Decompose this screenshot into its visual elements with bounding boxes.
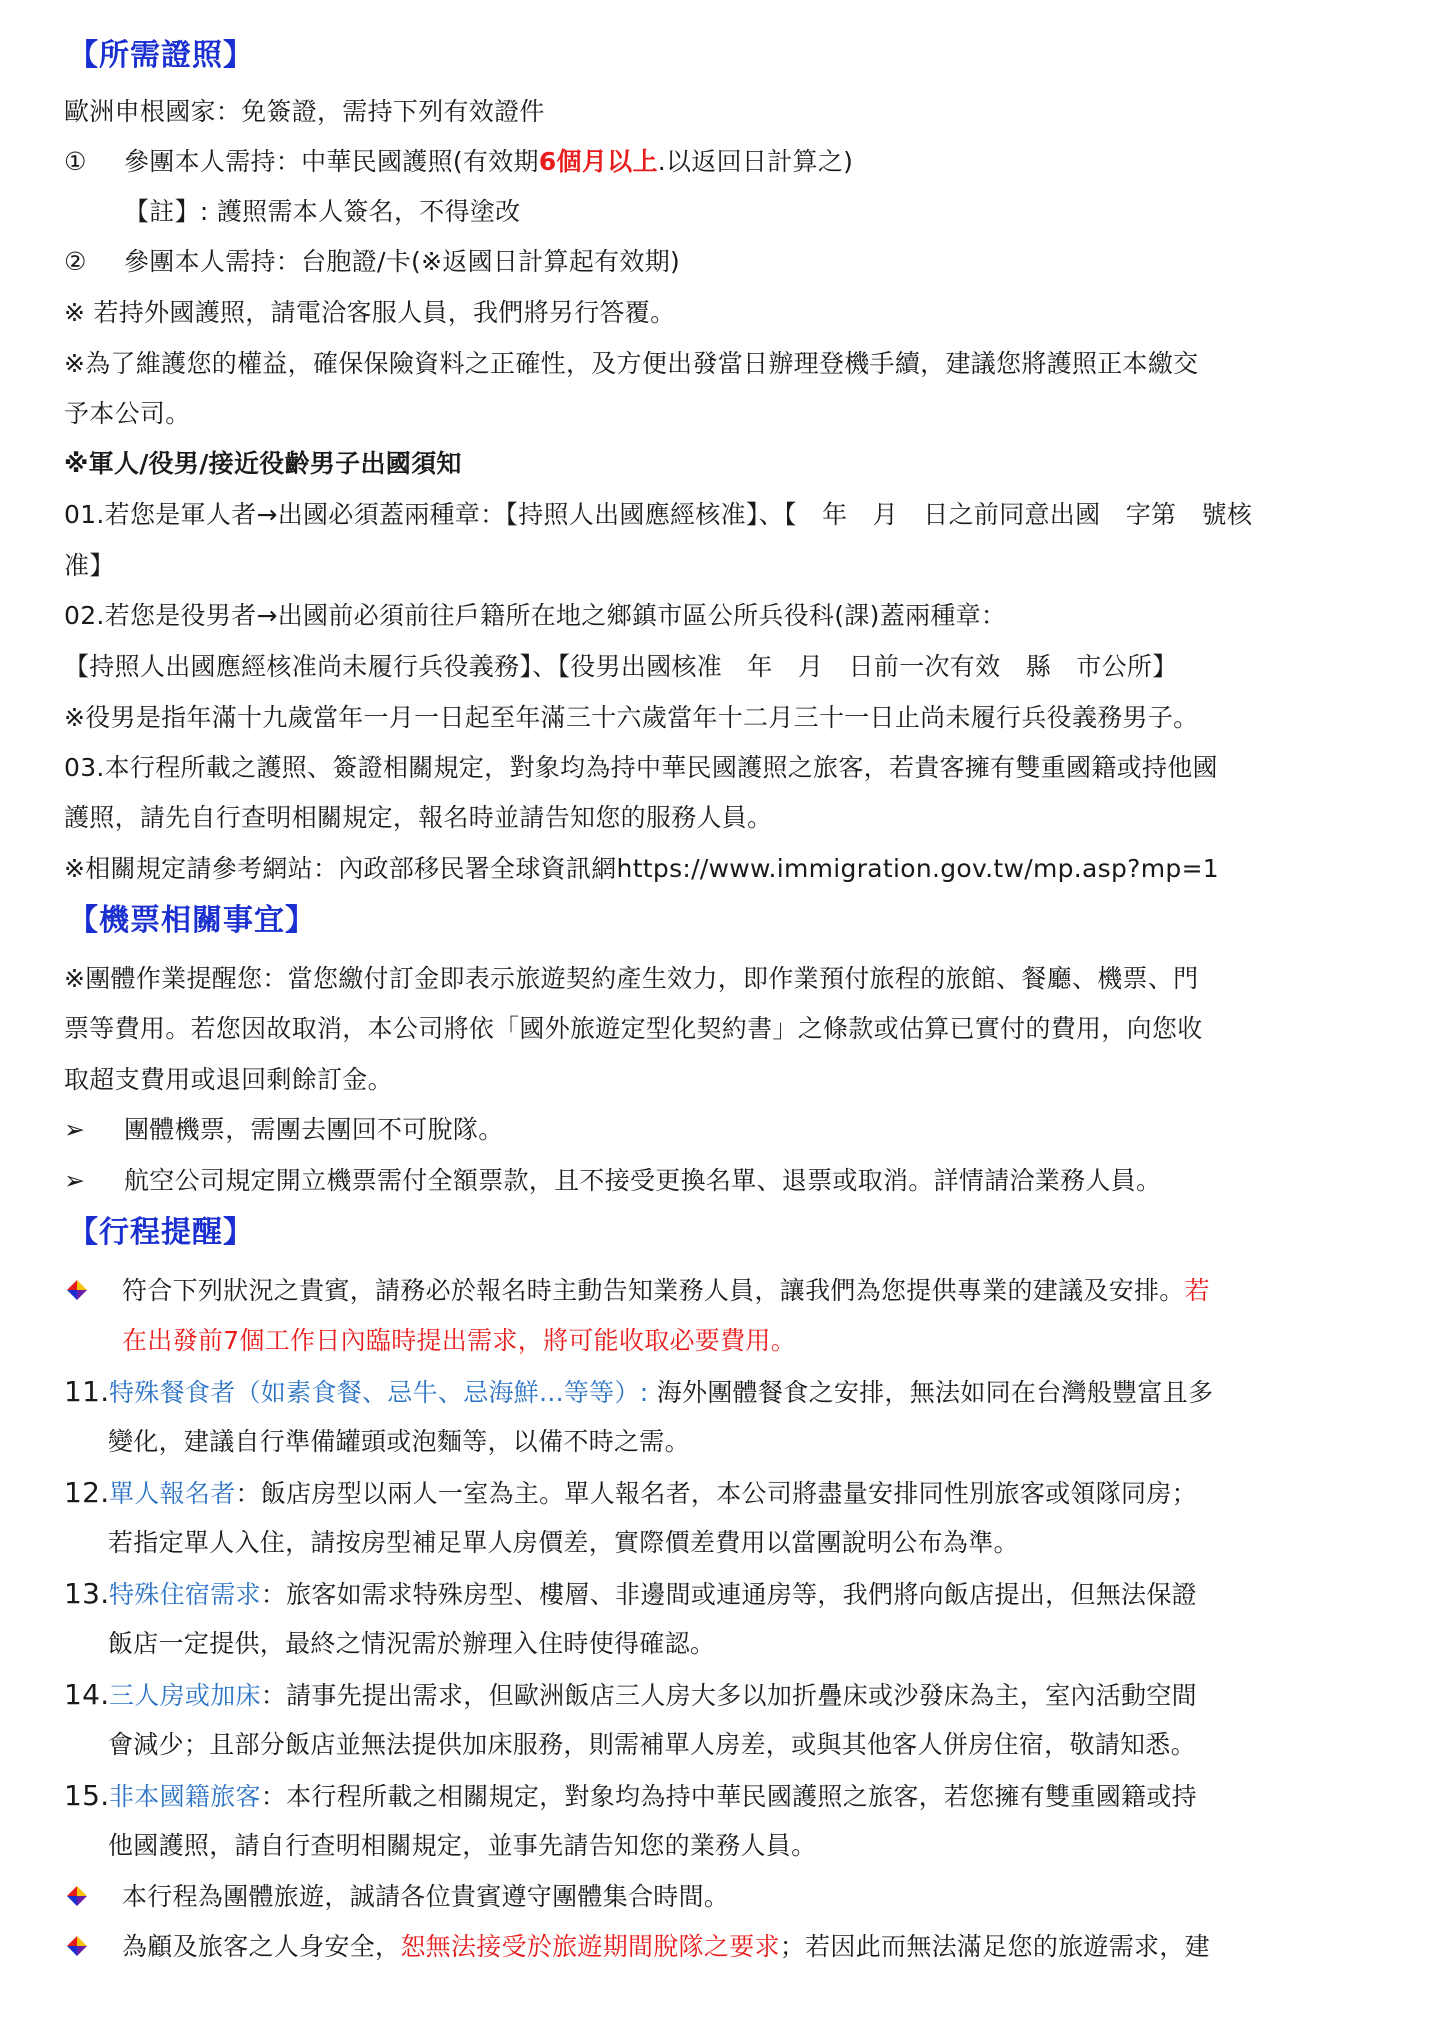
item-11-text-2: 變化，建議自行準備罐頭或泡麵等，以備不時之需。 [108, 1427, 690, 1456]
item-13-text-1: ：旅客如需求特殊房型、樓層、非邊間或連通房等，我們將向飯店提出，但無法保證 [260, 1580, 1197, 1609]
military-02-line-1: 02.若您是役男者→出國前必須前往戶籍所在地之鄉鎮市區公所兵役科(課)蓋兩種章： [64, 601, 1007, 630]
insurance-note-line-2: 予本公司。 [64, 399, 191, 428]
item-11-text-1: 海外團體餐食之安排，無法如同在台灣般豐富且多 [648, 1378, 1214, 1407]
documents-item-1-text: 參團本人需持：中華民國護照(有效期 [124, 147, 539, 176]
colored-diamond-bullet-icon [64, 1277, 90, 1303]
ticket-bullet-1 [64, 1112, 1396, 1148]
circled-two-mark: ② [64, 247, 87, 276]
ticket-para-line-3: 取超支費用或退回剩餘訂金。 [64, 1065, 393, 1094]
item-15-text-1: ：本行程所載之相關規定，對象均為持中華民國護照之旅客，若您擁有雙重國籍或持 [260, 1782, 1197, 1811]
immigration-reference: ※相關規定請參考網站：內政部移民署全球資訊網https://www.immigration.gov.tw/mp.asp?mp=1 [64, 854, 1220, 883]
reminder-item-12 [64, 1475, 1396, 1512]
reminder-intro-line-2: 在出發前7個工作日內臨時提出需求，將可能收取必要費用。 [122, 1326, 797, 1355]
military-01-line-2: 准】 [64, 551, 115, 580]
documents-note: 【註】: 護照需本人簽名，不得塗改 [124, 197, 521, 226]
ticket-bullet-2-text: 航空公司規定開立機票需付全額票款，且不接受更換名單、退票或取消。詳情請洽業務人員。 [124, 1166, 1162, 1195]
military-03-line-1: 03.本行程所載之護照、簽證相關規定，對象均為持中華民國護照之旅客，若貴客擁有雙重國籍或持他國 [64, 753, 1218, 782]
item-11-title: 特殊餐食者（如素食餐、忌牛、忌海鮮...等等）: [109, 1378, 649, 1407]
item-number: 13. [64, 1577, 110, 1610]
reminder-item-11 [64, 1374, 1396, 1411]
documents-item-2-text: 參團本人需持：台胞證/卡(※返國日計算起有效期) [124, 247, 681, 276]
item-14-text-2: 會減少；且部分飯店並無法提供加床服務，則需補單人房差，或與其他客人併房住宿，敬請知悉。 [108, 1730, 1196, 1759]
reminder-item-14 [64, 1677, 1396, 1714]
ticket-para-line-2: 票等費用。若您因故取消，本公司將依「國外旅遊定型化契約書」之條款或估算已實付的費用，向您收 [64, 1014, 1203, 1043]
safety-note [122, 1929, 1396, 1965]
documents-heading: 【所需證照】 [68, 38, 254, 73]
item-15-text-2: 他國護照，請自行查明相關規定，並事先請告知您的業務人員。 [108, 1831, 817, 1860]
item-12-text-1: ：飯店房型以兩人一室為主。單人報名者，本公司將盡量安排同性別旅客或領隊同房； [235, 1479, 1197, 1508]
arrow-bullet-icon: ➢ [64, 1166, 86, 1195]
military-03-line-2: 護照，請先自行查明相關規定，報名時並請告知您的服務人員。 [64, 803, 773, 832]
item-number: 14. [64, 1678, 110, 1711]
ticket-bullet-2 [64, 1163, 1396, 1199]
military-02-line-3: ※役男是指年滿十九歲當年一月一日起至年滿三十六歲當年十二月三十一日止尚未履行兵役義務男子。 [64, 703, 1199, 732]
item-number: 12. [64, 1476, 110, 1509]
documents-item-2 [64, 244, 1396, 280]
reminder-item-13 [64, 1576, 1396, 1613]
item-number: 11. [64, 1375, 110, 1408]
safety-note-red: 恕無法接受於旅遊期間脫隊之要求 [400, 1932, 780, 1961]
safety-note-pre: 為顧及旅客之人身安全， [122, 1932, 401, 1961]
insurance-note-line-1: ※為了維護您的權益，確保保險資料之正確性，及方便出發當日辦理登機手續，建議您將護照正本繳交 [64, 349, 1199, 378]
arrow-bullet-icon: ➢ [64, 1115, 86, 1144]
foreign-passport-note: ※ 若持外國護照，請電洽客服人員，我們將另行答覆。 [64, 298, 676, 327]
military-title: ※軍人/役男/接近役齡男子出國須知 [64, 449, 462, 478]
reminder-heading: 【行程提醒】 [68, 1215, 254, 1250]
reminder-intro-red-start: 若 [1184, 1276, 1210, 1305]
military-02-line-2: 【持照人出國應經核准尚未履行兵役義務】、【役男出國核准 年 月 日前一次有效 縣 市公所】 [64, 652, 1178, 681]
item-14-title: 三人房或加床 [109, 1681, 261, 1710]
group-assembly-note: 本行程為團體旅遊，誠請各位貴賓遵守團體集合時間。 [122, 1882, 730, 1911]
item-12-title: 單人報名者 [109, 1479, 236, 1508]
item-15-title: 非本國籍旅客 [109, 1782, 261, 1811]
documents-intro: 歐洲申根國家：免簽證，需持下列有效證件 [64, 97, 545, 126]
reminder-item-15 [64, 1778, 1396, 1815]
item-14-text-1: ：請事先提出需求，但歐洲飯店三人房大多以加折疊床或沙發床為主，室內活動空間 [260, 1681, 1197, 1710]
ticket-bullet-1-text: 團體機票，需團去團回不可脫隊。 [124, 1115, 504, 1144]
ticket-heading: 【機票相關事宜】 [68, 903, 316, 938]
item-12-text-2: 若指定單人入住，請按房型補足單人房價差，實際價差費用以當團說明公布為準。 [108, 1528, 1019, 1557]
reminder-intro-line-1 [122, 1273, 1396, 1309]
colored-diamond-bullet-icon [64, 1883, 90, 1909]
documents-item-1 [64, 144, 1396, 180]
ticket-para-line-1: ※團體作業提醒您：當您繳付訂金即表示旅遊契約產生效力，即作業預付旅程的旅館、餐廳、機票、門 [64, 964, 1199, 993]
item-13-text-2: 飯店一定提供，最終之情況需於辦理入住時使得確認。 [108, 1629, 716, 1658]
documents-item-1-tail: .以返回日計算之) [657, 147, 854, 176]
circled-one-mark: ① [64, 147, 87, 176]
item-number: 15. [64, 1779, 110, 1812]
reminder-intro-text: 符合下列狀況之貴賓，請務必於報名時主動告知業務人員，讓我們為您提供專業的建議及安排。 [122, 1276, 1185, 1305]
colored-diamond-bullet-icon [64, 1933, 90, 1959]
military-01-line-1: 01.若您是軍人者→出國必須蓋兩種章：【持照人出國應經核准】、【 年 月 日之前同意出國 字第 號核 [64, 500, 1253, 529]
passport-validity-highlight: 6個月以上 [538, 147, 658, 176]
item-13-title: 特殊住宿需求 [109, 1580, 261, 1609]
safety-note-post: ；若因此而無法滿足您的旅遊需求，建 [779, 1932, 1210, 1961]
